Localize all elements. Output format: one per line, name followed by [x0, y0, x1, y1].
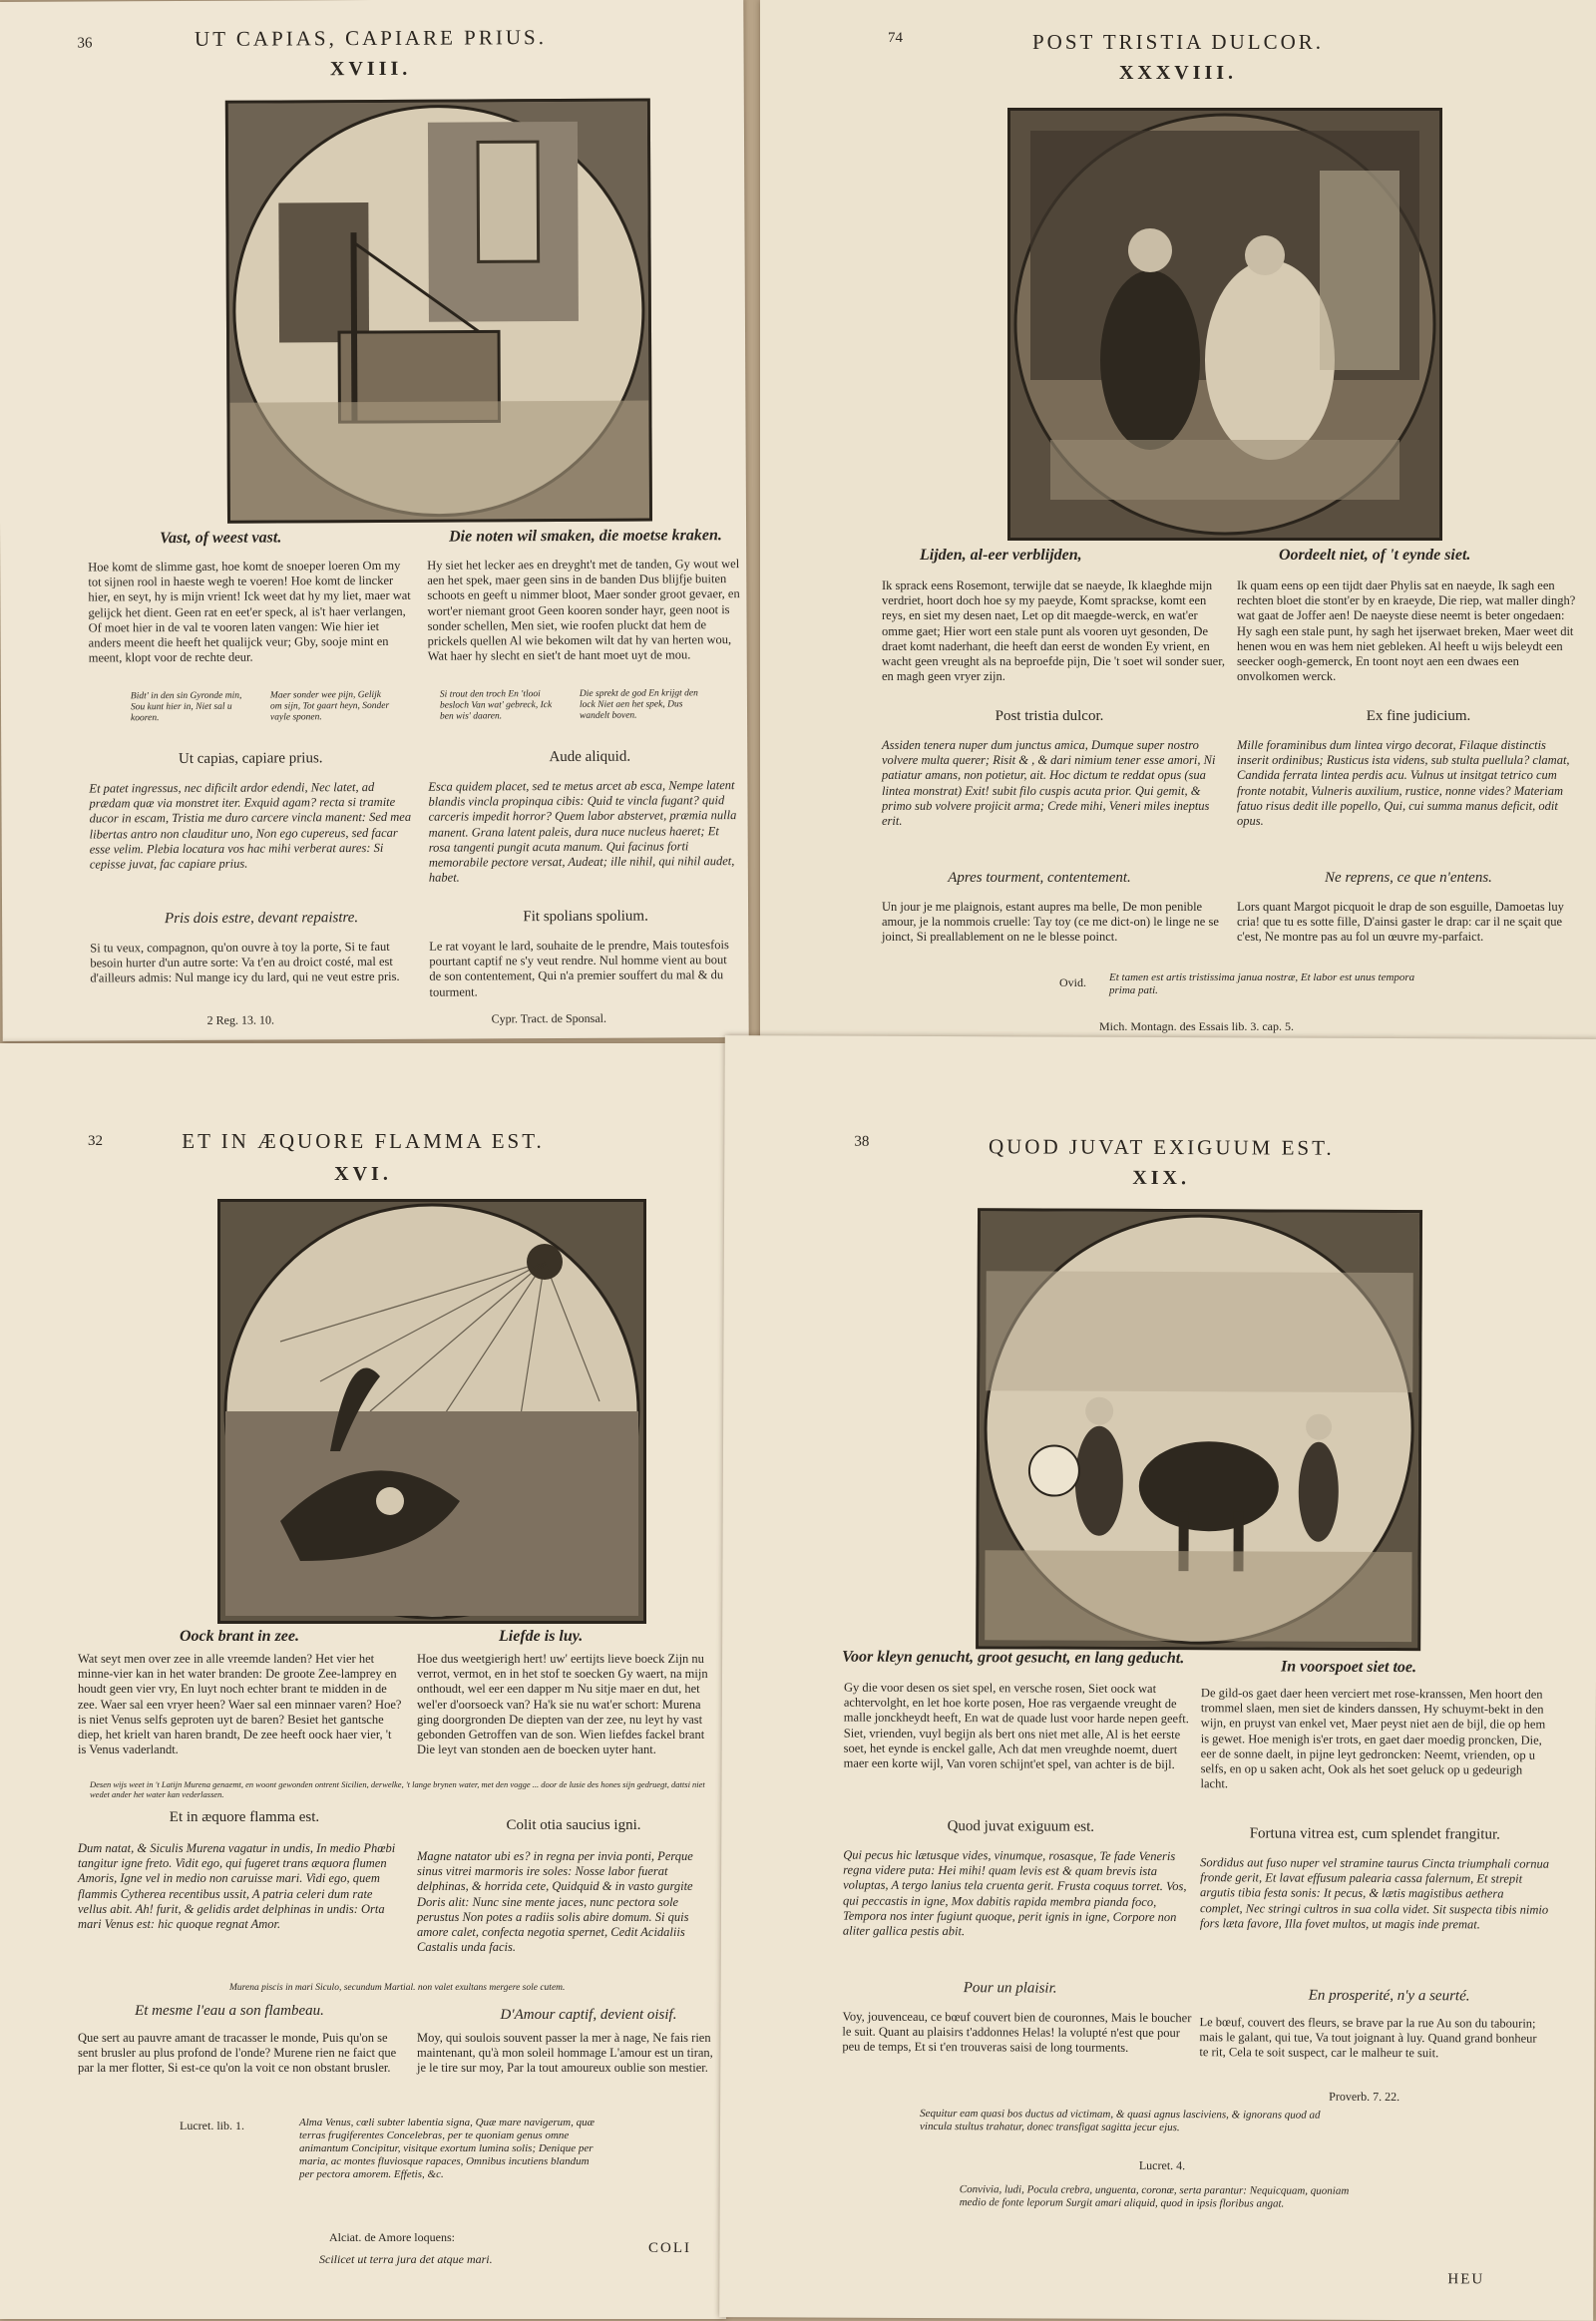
dutch-verse-right: De gild-os gaet daer heen verciert met rose-kranssen, Men hoort den trommel slaen, men siet de kinders danssen, Hy schuymt-bekt in den wijn, en pruyst van enkel vet, Maer peyst niet aen de bijl, die op hem is gewet. Hoe menigh is'er trots, en gaet daer moedig proncken, Die, eer de sonne daelt, in pijne leyt gedroncken: Neemt, vrienden, op u selfs, en op u saken acht, Ook als het soet geluck op u gedeurigh lacht. [1200, 1686, 1546, 1791]
french-verse-left: Que sert au pauvre amant de tracasser le monde, Puis qu'on se sent brusler au plus profond de l'onde? Murene rien ne faict que par la mer flotter, Si est-ce qu'on la voit ce non obstant brusler. [78, 2031, 397, 2076]
dutch-verse-left: Hoe komt de slimme gast, hoe komt de snoeper loeren Om my tot sijnen rool in haeste wegh te voeren! Hoe komt de lincker hier, en seyt, hy is mijn vrient! Ick weet dat hy my liet, maer wat gelijck het dient. Geen rat en eet'er speck, al is't haer verlangen, Of moet hier in de val te vooren laten vangen: Wie hier iet anders meent die heeft het qualijck veur; Gby, sooje mint en meent, klopt voor de rechte deur. [88, 558, 411, 665]
latin-heading-right: Fortuna vitrea est, cum splendet frangitur. [1249, 1825, 1500, 1843]
source-left: Ovid. [1059, 975, 1086, 989]
french-verse-left: Si tu veux, compagnon, qu'on ouvre à toy la porte, Si te faut besoin hurter d'un autre sorte: Va t'en au droict costé, mal est d'ailleurs admis: Nul mange icy du lard, qui ne veut estre pris. [90, 939, 400, 985]
emblem-number: XIX. [1132, 1166, 1191, 1190]
page-number: 38 [854, 1133, 870, 1150]
catchword: COLI [648, 2240, 691, 2256]
source-right: Cypr. Tract. de Sponsal. [491, 1010, 607, 1026]
caption-right: Die noten wil smaken, die moetse kraken. [449, 527, 722, 546]
motto: POST TRISTIA DULCOR. [1031, 30, 1324, 54]
french-heading-left: Pour un plaisir. [963, 1980, 1057, 1997]
source-left: Lucret. 4. [1138, 2157, 1186, 2173]
small-verse-3: Si trout den troch En 'tlooi besloch Van wat' gebreck, Ick ben wis' daaren. [439, 689, 553, 722]
latin-verse-left: Assiden tenera nuper dum junctus amica, Dumque super nostro volvere multa querer; Risit & , & dari nimium tener esse amori, Ni patiatur amans, non potietur, ait. Hoc dictum te reddat opus (sua lintea monstrat) Exit! subit filo cuspis acuta prior. Qui gemit, & primo sub volvere projicit arma; Crede mihi, Veneri miles ineptus erit. [882, 738, 1216, 829]
dutch-verse-left: Wat seyt men over zee in alle vreemde landen? Het vier het minne-vier kan in het water branden: De groote Zee-lamprey en houdt geen vier vry, En luyt noch echter brant te midden in de zee. Waer sal een vryer heen? Waer sal een minnaer varen? Hoe? is niet Venus selfs geproten uyt de baren? Besiet het gantsche diep, het krielt van haren brandt, De zee heeft oock haer vier, 't is Venus vaderlandt. [78, 1652, 402, 1757]
french-verse-left: Voy, jouvenceau, ce bœuf couvert bien de couronnes, Mais le boucher le suit. Quant au plaisirs t'addonnes Helas! la volupté n'est que pour peu de temps, Et si t'en trouveras saisi de long tourments. [842, 2009, 1192, 2056]
note-line: Murena piscis in mari Siculo, secundum Martial. non valet exultans mergere sole cutem. [229, 1983, 566, 1993]
source-quote: Et tamen est artis tristissima janua nostræ, Et labor est unus tempora prima pati. [1109, 971, 1415, 996]
french-heading-right: En prosperité, n'y a seurté. [1308, 1987, 1470, 2005]
french-verse-right: Le bœuf, couvert des fleurs, se brave par la rue Au son du tabourin; mais le galant, qui tue, Va tout joignant à luy. Quand grand bonheur te rit, Cela te soit suspect, car le malheur te suit. [1199, 2015, 1537, 2061]
page-38 [719, 1035, 1596, 2321]
emblem-number: XVIII. [329, 57, 412, 81]
french-heading-right: D'Amour captif, devient oisif. [500, 2007, 677, 2023]
emblem-engraving [976, 1208, 1422, 1651]
caption-left: Voor kleyn genucht, groot gesucht, en lang geducht. [842, 1648, 1185, 1668]
catchword: HEU [1447, 2271, 1485, 2288]
procession-emblem-image [979, 1211, 1419, 1648]
page-number: 36 [77, 35, 93, 52]
source-right: Proverb. 7. 22. [1329, 2089, 1400, 2105]
mousetrap-emblem-image [228, 102, 649, 521]
whale-emblem-image [220, 1202, 643, 1621]
latin-heading-left: Quod juvat exiguum est. [947, 1818, 1095, 1835]
french-heading-left: Pris dois estre, devant repaistre. [164, 910, 359, 928]
source-right: Alciat. de Amore loquens: [329, 2230, 455, 2244]
latin-heading-left: Post tristia dulcor. [995, 708, 1104, 724]
latin-heading-right: Ex fine judicium. [1366, 708, 1471, 724]
small-verse-4: Die sprekt de god En krijgt den lock Niet aen het spek, Dus wandelt boven. [579, 688, 698, 721]
french-heading-left: Et mesme l'eau a son flambeau. [135, 2003, 324, 2019]
motto: ET IN ÆQUORE FLAMMA EST. [182, 1129, 545, 1153]
small-verse-2: Maer sonder wee pijn, Gelijk om sijn, Tot gaart heyn, Sonder vayle sponen. [269, 689, 390, 723]
latin-heading-right: Aude aliquid. [549, 748, 631, 766]
source-right: Mich. Montagn. des Essais lib. 3. cap. 5. [1099, 1019, 1294, 1033]
french-verse-right: Moy, qui soulois souvent passer la mer à nage, Ne fais rien maintenant, qu'à mon soleil hommage L'amour est un tiran, je le tire sur moy, Par la tout amoureux oublie son mestier. [417, 2031, 713, 2076]
caption-left: Lijden, al-eer verblijden, [920, 547, 1082, 564]
latin-verse-left: Dum natat, & Siculis Murena vagatur in undis, In medio Phœbi tangitur igne freto. Vidit ego, qui fugeret trans æquora flumen Amoris, Igne vel in medio non caruisse mari. Vidi ego, quem flammis Cytherea recentibus ussit, A patria celeri dum rate vellus abit. Ah! furit, & gelidis ardet delphinas in undis: Orta mari Venus est: hic quoque regnat Amor. [78, 1841, 396, 1932]
emblem-engraving [225, 99, 652, 524]
page-36 [0, 0, 749, 1041]
emblem-engraving [217, 1199, 646, 1624]
latin-verse-left: Et patet ingressus, nec dificilt ardor edendi, Nec latet, ad prædam quæ via monstret iter. Exquid agam? recta si tramite ducor in escam, Tristia me duro carcere vincla manent: Sed mea libertas antro non clauditur uno, Non ego cupereus, sed facar esse velim. Plebia locatura vos hac mihi verberat aures: Si cepisse juvat, fac capiare prius. [89, 779, 412, 872]
latin-heading-left: Ut capias, capiare prius. [178, 750, 323, 768]
french-heading-left: Apres tourment, contentement. [948, 870, 1131, 886]
french-verse-left: Un jour je me plaignois, estant aupres ma belle, De mon penible amour, je la nommois cruelle: Tay toy (ce me dict-on) le linge ne se joinct, Si preallablement on ne le blesse poinct. [882, 900, 1219, 945]
motto: QUOD JUVAT EXIGUUM EST. [988, 1134, 1335, 1160]
latin-heading-left: Et in æquore flamma est. [169, 1809, 320, 1825]
dutch-verse-left: Gy die voor desen os siet spel, en versche rosen, Siet oock wat achtervolght, en let hoe korte posen, Hoe ras vergaende vreught de malle jonckheydt heeft, En wat de quade lust voor harde nepen geeft. Siet, vrienden, vuyl begijn als bert ons niet met alle, Al is het eerste soet, het eynde is enckel galle, Ach dat men vreughde noemt, duert maer een korte wijl, Van voren schijnt'et spel, van achter is de bijl. [843, 1680, 1189, 1772]
page-number: 74 [888, 30, 903, 46]
caption-right: Liefde is luy. [499, 1628, 584, 1645]
caption-right: Oordeelt niet, of 't eynde siet. [1279, 547, 1471, 564]
source-quote: Sequitur eam quasi bos ductus ad victimam, & quasi agnus lasciviens, & ignorans quod ad vincula stultus trahatur, donec transfigat sagitta jecur ejus. [920, 2107, 1321, 2134]
caption-left: Oock brant in zee. [180, 1628, 299, 1645]
source-left: Lucret. lib. 1. [180, 2119, 244, 2132]
latin-verse-right: Esca quidem placet, sed te metus arcet ab esca, Nempe latent blandis vincla propinqua cibis: Quid te vincla fugant? quid carceris impedit horror? Quem labor abstervet, præmia nulla manent. Grana latent paleis, dura nuce nucleus haeret; Et rosa tangenti pungit acuta manum. Qui facinus forti memorabile pectore versat, Audeat; ille nihil, qui nihil audet, habet. [428, 778, 737, 885]
latin-verse-left: Qui pecus hic lætusque vides, vinumque, rosasque, Te fade Veneris regna videre puta: Hei mihi! quam levis est & quam brevis ista voluptas, A tergo lanius tela cruenta gerit. Frusta coquus torret. Vos, qui peccastis in igne, Mox dabitis rapida membra pianda foco, Tempora nos inter fugiunt quoque, perit ignis in igne, Corpore non aliter gallica pestis abit. [842, 1847, 1187, 1939]
emblem-engraving [1007, 108, 1442, 541]
couple-emblem-image [1010, 111, 1439, 538]
emblem-number: XXXVIII. [1118, 62, 1238, 84]
dutch-verse-left: Ik sprack eens Rosemont, terwijle dat se naeyde, Ik klaeghde mijn verdriet, hoort doch hoe sy my paeyde, Komt sprackse, komt een reys, en siet my desen naet, Let op dit maegde-werck, en wat'er omme gaet; Hier wort een stale punt als vooren uyt gesonden, De draet komt naderhant, die heeft dan eerst de wonden Ey vrient, en wacht geen vreught als na beproefde pijn, Die 't soet wil sonder suer, en magh geen vryer zijn. [882, 579, 1226, 684]
caption-left: Vast, of weest vast. [160, 529, 282, 548]
french-verse-right: Le rat voyant le lard, souhaite de le prendre, Mais toutesfois pourtant captif ne s'y veut rendre. Nul homme vient au bout de son contentement, Qui n'a premier souffert du mal & du tourment. [429, 938, 729, 999]
source-right-quote: Scilicet ut terra jura det atque mari. [319, 2252, 493, 2266]
emblem-number: XVI. [334, 1163, 392, 1185]
latin-heading-right: Colit otia saucius igni. [506, 1817, 641, 1833]
source-left: 2 Reg. 13. 10. [206, 1012, 275, 1027]
latin-verse-right: Sordidus aut fuso nuper vel stramine taurus Cincta triumphali cornua fronde gerit, Et lavat effusum palearia cassa falernum, Et strepit argutis tibia festa sonis: It pecus, & lætis magistibus aethera complet, Nec stringi cultros in sua colla videt. Sit suspecta tibis nimio fors læta favore, Illa fovet multos, ut magis inde premat. [1199, 1855, 1550, 1932]
dutch-verse-right: Hy siet het lecker aes en dreyght't met de tanden, Gy wout wel aen het spek, maer geen sins in de banden Dus blijfje buiten schoots en geeft u nimmer bloot, Maer sonder groot gevaer, en wort'er niemant groot Geen kooren sonder hayr, geen noot is sonder schellen, Men siet, wie roofen pluckt dat hem de prickels quellen Al wie bekomen wilt dat hy van herten wou, Wat haer hy slecht en siet't de hant moet uyt de mou. [427, 557, 740, 663]
dutch-verse-right: Hoe dus weetgierigh hert! uw' eertijts lieve boeck Zijn nu verrot, vermot, en in het stof te soecken Gy waert, na mijn onthoudt, wel eer een dapper m Nu sitje maer en dut, het wel'er d'oorsoeck van? Ha'k sie nu wat'er schort: Murena ging doorgronden De diepten van der zee, nu leyt hy vast gebonden Getroffen van de son. Wien liefdes fackel brant Die leyt van stonden aen de boecken uyter hant. [417, 1652, 708, 1757]
latin-verse-right: Mille foraminibus dum lintea virgo decorat, Filaque distinctis inserit ordinibus; Rusticus ista videns, sub stulta puellula? clamat, Candida ferrata lintea perdis acu. Vulnus ut insitgat tetrico cum fronte notabit, Vulneris auxilium, rustice, nonne vides? Materiam fatuo risus dedit ille popello, Qui, cui summa manus deficit, odit opus. [1237, 738, 1570, 829]
french-heading-right: Ne reprens, ce que n'entens. [1325, 870, 1492, 886]
page-number: 32 [88, 1133, 103, 1149]
latin-verse-right: Magne natator ubi es? in regna per invia ponti, Perque sinus vitrei marmoris ire soles: Nosse labor fuerat delphinas, & horrida cete, Quidquid & in vasto gurgite Doris alit: Nunc sine mente jaces, nunc pectora sole perustus Non potes a radiis solis abire domum. Si quis amore calet, confecta negotia spernet, Cedit Acidaliis Castalis unda facis. [417, 1849, 693, 1955]
caption-right: In voorspoet siet toe. [1281, 1658, 1417, 1677]
page-32 [0, 1043, 726, 2319]
small-verse-1: Bidt' in den sin Gyronde min, Sou kunt hier in, Niet sal u kooren. [130, 690, 242, 724]
dutch-verse-right: Ik quam eens op een tijdt daer Phylis sat en naeyde, Ik sagh een rechten bloet die stont'er by en kraeyde, Die riep, wat maller dingh? wat gaat de Joffer aen! De naeyste diese neemt is beter ongedaen: Hy sagh een stale punt, hy sagh het ijserwaet breken, Maer weet dit henen wou en was hem niet gebleken. Al heeft u wijs beleydt een seecker oogh-gemerck, En toont noyt aen een dwaes een onvolkomen werck. [1237, 579, 1576, 684]
french-heading-right: Fit spolians spolium. [523, 908, 648, 926]
footnote: Desen wijs weet in 't Latijn Murena genaemt, en woont gewonden ontrent Sicilien, derwelke, 't lange brynen water, met den vogge ... door de lusie des hones sijn gedruegt, dattsi niet wedet ander het water kan vederlassen. [90, 1779, 705, 1799]
page-74 [760, 0, 1596, 1049]
motto: UT CAPIAS, CAPIARE PRIUS. [194, 25, 547, 51]
french-verse-right: Lors quant Margot picquoit le drap de son esguille, Damoetas luy cria! que tu es sotte fille, D'ainsi gaster le drap: car il ne sçait que c'est, Ne montre pas au fol un œuvre my-parfaict. [1237, 900, 1564, 945]
source-quote-2: Convivia, ludi, Pocula crebra, unguenta, coronæ, serta parantur: Nequicquam, quoniam medio de fonte leporum Surgit amari aliquid, quod in ipsis floribus angat. [959, 2183, 1350, 2210]
source-quote: Alma Venus, cœli subter labentia signa, Quæ mare navigerum, quæ terras frugiferentes Concelebras, per te quoniam genus omne animantum Concipitur, visitque exortum lumina solis; Denique per maria, ac montes fluviosque rapaces, Omnibus incutiens blandum per pectora amorem. Effetis, &c. [299, 2117, 595, 2180]
